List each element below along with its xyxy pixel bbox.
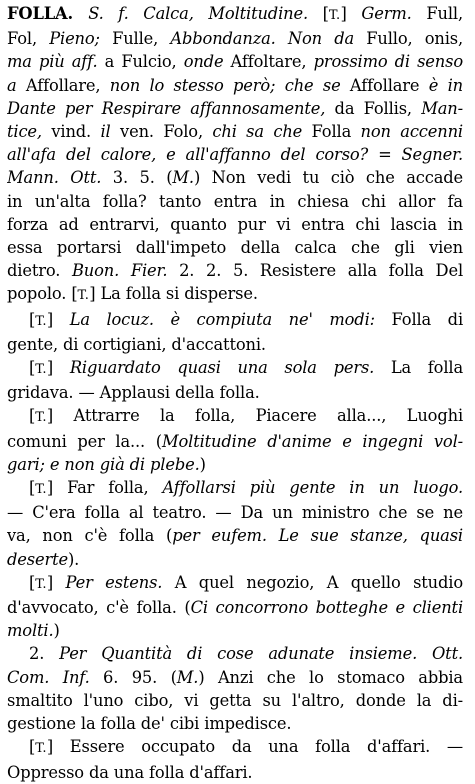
source-marker: T. [35, 576, 47, 592]
text-run: 3. 5. ( [101, 168, 173, 188]
text-line [7, 259, 463, 282]
text-run: Affollarsi più gente in un luogo. [162, 478, 463, 498]
text-line [7, 143, 463, 166]
text-line [7, 689, 463, 712]
text-run: S. f. Calca, Moltitudine. [88, 4, 323, 23]
text-run: 2. 2. 5. Resistere alla folla Del [167, 261, 463, 281]
text-line [7, 501, 463, 524]
text-run: ] [46, 358, 70, 378]
text-line [7, 27, 463, 50]
text-line [7, 619, 463, 642]
text-run: a Fulcio, [97, 52, 184, 72]
text-line [7, 333, 463, 356]
text-run: Dante per Respirare affannosamente, [7, 98, 326, 118]
text-run: ] [340, 4, 362, 23]
text-run: ) Non vedi tu ciò che accade [193, 168, 463, 188]
text-run: 6. 95. ( [89, 667, 177, 687]
source-marker: T. [35, 410, 47, 426]
text-run: da Follis, [325, 98, 422, 118]
text-run: [ [29, 572, 36, 592]
text-line [7, 356, 463, 381]
text-line [7, 282, 463, 307]
text-line [7, 642, 463, 665]
text-run: Affollare, [16, 75, 110, 95]
text-line [7, 190, 463, 213]
text-run: prossimo di senso [313, 52, 463, 72]
text-run: Per estens. [65, 572, 163, 592]
text-line [7, 596, 463, 619]
text-run: — C'era folla al teatro. — Da un ministro che se ne [7, 503, 463, 523]
text-line [7, 236, 463, 259]
text-run: ). [67, 549, 80, 569]
text-run: Oppresso da una folla d'affari. [7, 762, 253, 782]
text-run: molti. [7, 621, 54, 641]
text-run: Affollare [340, 75, 429, 95]
text-run: Man- [421, 98, 463, 118]
text-run: ) [199, 454, 206, 474]
text-run: non accenni [360, 122, 463, 142]
text-line [7, 166, 463, 189]
text-run: ) [53, 621, 60, 641]
text-run: La locuz. è compiuta ne' modi: [69, 309, 375, 329]
source-marker: T. [35, 741, 47, 757]
text-run: per eufem. Le sue stanze, quasi [172, 526, 463, 546]
text-run: [ [29, 478, 36, 498]
source-marker: T. [328, 8, 341, 23]
text-run: ma più aff. [7, 52, 98, 72]
text-run: all'afa del calore, e all'affanno del corso? = Segner. [7, 145, 463, 165]
text-line [7, 453, 463, 476]
source-marker: T. [35, 482, 47, 498]
text-run: a [7, 75, 17, 95]
headword: FOLLA. [7, 4, 89, 23]
text-run: 2. [29, 644, 60, 664]
text-line [7, 213, 463, 236]
text-line [7, 50, 463, 73]
text-run: chi sa che [212, 122, 303, 142]
text-run: Affoltare, [223, 52, 314, 72]
text-run: deserte [7, 549, 68, 569]
text-line [7, 712, 463, 735]
text-run: Folla [302, 122, 361, 142]
dictionary-entry-folla [7, 2, 463, 784]
text-line [7, 476, 463, 501]
text-run: Pieno; [49, 29, 100, 49]
text-line [7, 2, 463, 27]
text-line [7, 74, 463, 97]
text-line [7, 97, 463, 120]
text-run: tice, [7, 122, 42, 142]
text-run: Ci concorrono botteghe e clienti [190, 598, 463, 618]
text-run: Full, [411, 4, 463, 23]
text-run: [ [29, 406, 36, 426]
text-line [7, 381, 463, 404]
text-run: ) Anzi che lo stomaco abbia [198, 667, 463, 687]
text-run: Moltitudine d'anime e ingegni vol- [161, 431, 463, 451]
text-run: Com. Inf. [7, 667, 90, 687]
text-run: Abbondanza. Non da [170, 29, 355, 49]
text-run: Fullo, onis, [354, 29, 463, 49]
text-run: A quel negozio, A quello studio [162, 572, 463, 592]
text-run: il [100, 122, 111, 142]
text-run: vind. [41, 122, 101, 142]
text-run: ] Attrarre la folla, Piacere alla..., Luoghi [46, 406, 463, 426]
text-run: ] [46, 572, 66, 592]
source-marker: T. [35, 313, 47, 329]
text-run: Fulle, [99, 29, 171, 49]
text-line [7, 735, 463, 760]
text-run: onde [183, 52, 224, 72]
text-run: forza ad entrarvi, quanto pur vi entra chi lascia in [7, 214, 463, 234]
source-marker: T. [35, 362, 47, 378]
text-run: Riguardato quasi una sola pers. [69, 358, 375, 378]
text-run: gestione la folla de' cibi impedisce. [7, 714, 292, 734]
text-run: dietro. [7, 261, 72, 281]
text-run: va, non c'è folla ( [7, 526, 173, 546]
text-line [7, 120, 463, 143]
text-run: ] [46, 309, 70, 329]
text-run: gari; e non già di plebe. [7, 454, 200, 474]
text-run: Folla di [374, 309, 463, 329]
text-line [7, 308, 463, 333]
text-line [7, 404, 463, 429]
source-marker: T. [77, 288, 90, 304]
text-run: essa portarsi dall'impeto della calca che gli vien [7, 238, 463, 258]
text-run: [ [29, 358, 36, 378]
text-run: gente, di cortigiani, d'accattoni. [7, 334, 266, 354]
text-run: ] Far folla, [46, 478, 163, 498]
text-run: ven. Folo, [110, 122, 213, 142]
text-run: Buon. Fier. [71, 261, 168, 281]
text-run: Mann. Ott. [7, 168, 102, 188]
text-run: Fol, [7, 29, 50, 49]
text-run: comuni per la... ( [7, 431, 162, 451]
text-run: [ [322, 4, 329, 23]
text-line [7, 430, 463, 453]
text-line [7, 571, 463, 596]
text-run: smaltito l'uno cibo, vi getta su l'altro, donde la di- [7, 690, 463, 710]
text-run: [ [29, 309, 36, 329]
text-run: Per Quantità di cose adunate insieme. Ott. [59, 644, 463, 664]
text-run: non lo stesso però; che se [109, 75, 341, 95]
text-line [7, 524, 463, 547]
text-run: ] La folla si disperse. [89, 284, 258, 304]
text-run: popolo. [ [7, 284, 78, 304]
text-run: M. [176, 667, 199, 687]
text-line [7, 761, 463, 784]
text-run: è in [428, 75, 463, 95]
text-run: Germ. [361, 4, 412, 23]
text-run: d'avvocato, c'è folla. ( [7, 598, 191, 618]
text-run: in un'alta folla? tanto entra in chiesa chi allor fa [7, 191, 463, 211]
text-run: [ [29, 737, 36, 757]
text-run: gridava. — Applausi della folla. [7, 383, 260, 403]
text-run: M. [172, 168, 194, 188]
text-line [7, 548, 463, 571]
text-line [7, 666, 463, 689]
text-run: La folla [374, 358, 463, 378]
text-run: ] Essere occupato da una folla d'affari. — [46, 737, 463, 757]
